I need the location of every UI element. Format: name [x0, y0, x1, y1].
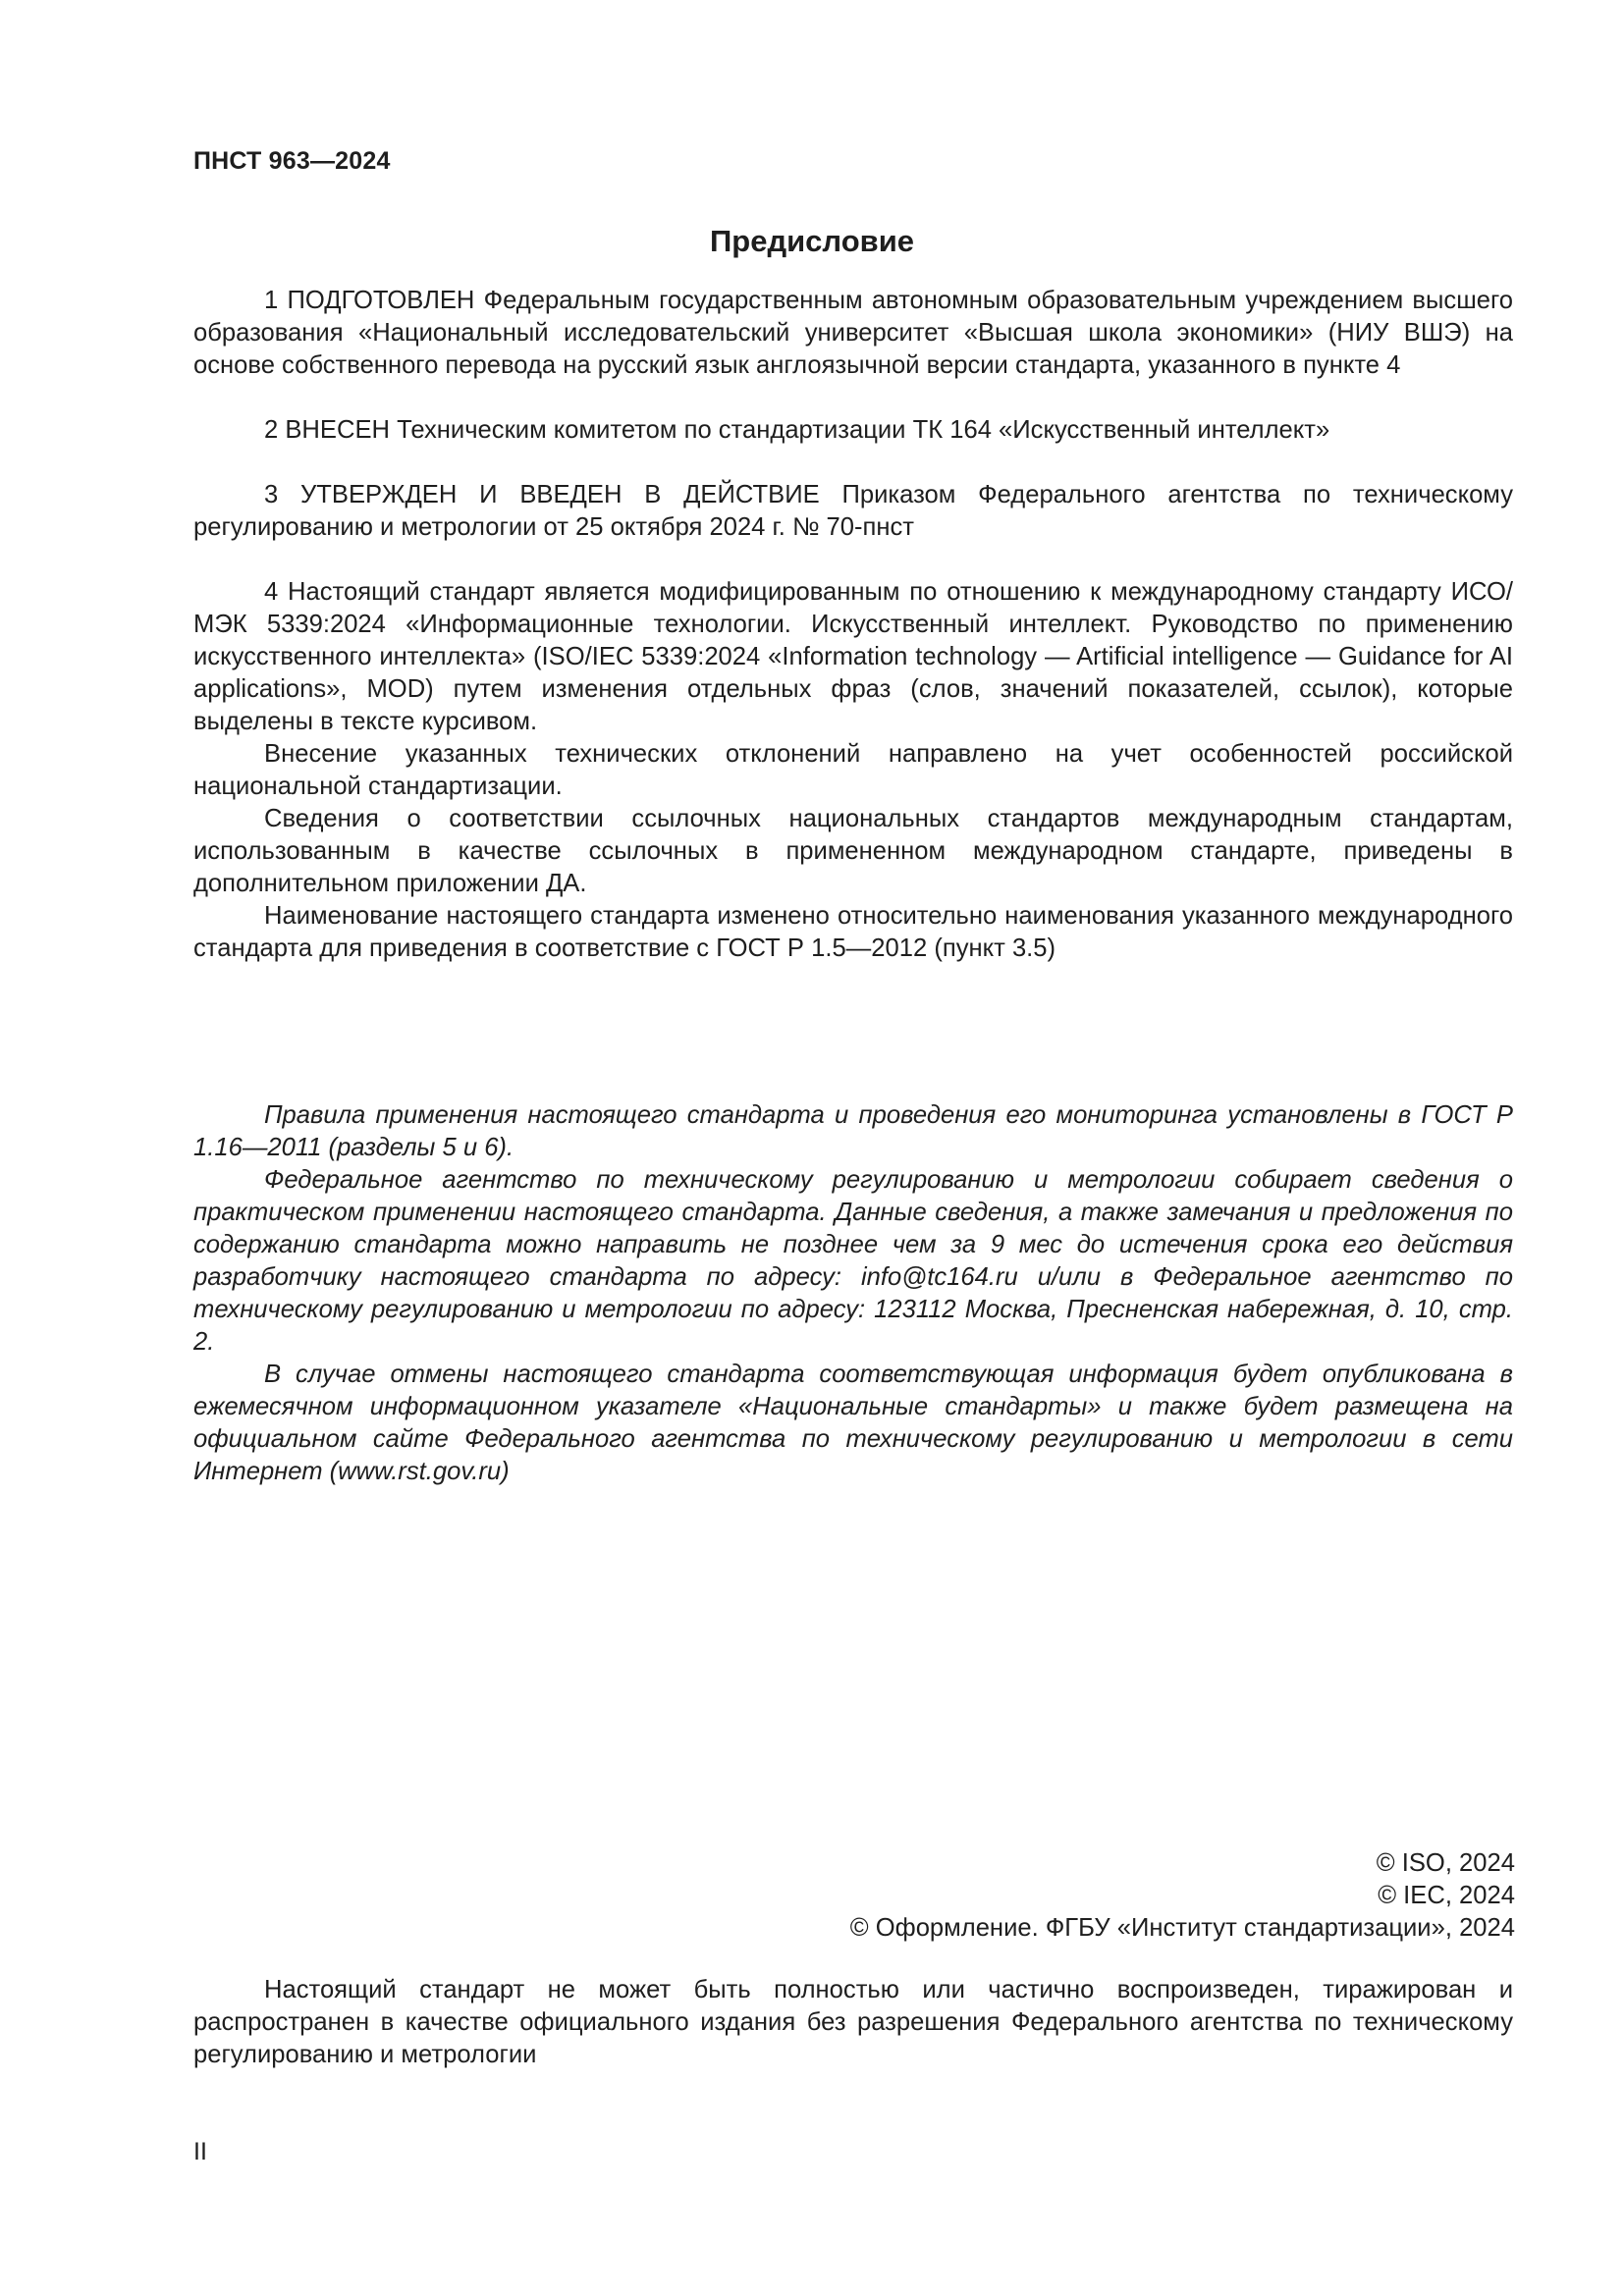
preface-item-1: 1 ПОДГОТОВЛЕН Федеральным государственным автономным образовательным учреждением высшего образования «Национальный исследовательский университет «Высшая школа экономики» (НИУ ВШЭ) на основе собственного перевода на русский язык англоязычной версии стандарта, указанного в пункте 4: [193, 287, 1513, 379]
reproduction-notice-text: Настоящий стандарт не может быть полностью или частично воспроизведен, тиражирован и распространен в качестве официального издания без разрешения Федерального агентства по техническому регулированию и метрологии: [193, 1976, 1513, 2068]
copyright-design: © Оформление. ФГБУ «Институт стандартизации», 2024: [849, 1914, 1515, 1942]
preface-section: [193, 285, 1513, 965]
preface-item-3: 3 УТВЕРЖДЕН И ВВЕДЕН В ДЕЙСТВИЕ Приказом Федерального агентства по техническому регулированию и метрологии от 25 октября 2024 г. № 70-пнст: [193, 481, 1513, 541]
rules-paragraph-feedback: Федеральное агентство по техническому регулированию и метрологии собирает сведения о практическом применении настоящего стандарта. Данные сведения, а также замечания и предложения по содержанию стандарта можно направить не позднее чем за 9 мес до истечения срока его действия разработчику настоящего стандарта по адресу: info@tc164.ru и/или в Федеральное агентство по техническому регулированию и метрологии по адресу: 123112 Москва, Пресненская набережная, д. 10, стр. 2.: [193, 1166, 1513, 1356]
preface-item-4: 4 Настоящий стандарт является модифицированным по отношению к международному стандарту ИСО/МЭК 5339:2024 «Информационные технологии. Искусственный интеллект. Руководство по применению искусственного интеллекта» (ISO/IEC 5339:2024 «Information technology — Artificial intelligence — Guidance for AI applications», MOD) путем изменения отдельных фраз (слов, значений показателей, ссылок), которые выделены в тексте курсивом.: [193, 578, 1513, 735]
page-number: II: [193, 2138, 207, 2165]
preface-paragraph-title-change: Наименование настоящего стандарта изменено относительно наименования указанного международного стандарта для приведения в соответствие с ГОСТ Р 1.5—2012 (пункт 3.5): [193, 902, 1513, 962]
rules-section: [193, 1099, 1513, 1488]
rules-paragraph-application: Правила применения настоящего стандарта и проведения его мониторинга установлены в ГОСТ Р 1.16—2011 (разделы 5 и 6).: [193, 1101, 1513, 1161]
preface-paragraph-references: Сведения о соответствии ссылочных национальных стандартов международным стандартам, использованным в качестве ссылочных в примененном международном стандарте, приведены в дополнительном приложении ДА.: [193, 805, 1513, 897]
document-id: ПНСТ 963—2024: [193, 147, 391, 175]
preface-item-2: 2 ВНЕСЕН Техническим комитетом по стандартизации ТК 164 «Искусственный интеллект»: [264, 416, 1330, 444]
copyright-iso: © ISO, 2024: [1376, 1849, 1515, 1877]
reproduction-notice: [193, 1974, 1513, 2071]
page-title: Предисловие: [709, 224, 914, 258]
preface-paragraph-deviations: Внесение указанных технических отклонений направлено на учет особенностей российской национальной стандартизации.: [193, 740, 1513, 800]
copyright-iec: © IEC, 2024: [1378, 1882, 1515, 1909]
rules-paragraph-cancellation: В случае отмены настоящего стандарта соответствующая информация будет опубликована в ежемесячном информационном указателе «Национальные стандарты» и также будет размещена на официальном сайте Федерального агентства по техническому регулированию и метрологии в сети Интернет (www.rst.gov.ru): [193, 1361, 1513, 1485]
copyright-block: [850, 1847, 1515, 1945]
